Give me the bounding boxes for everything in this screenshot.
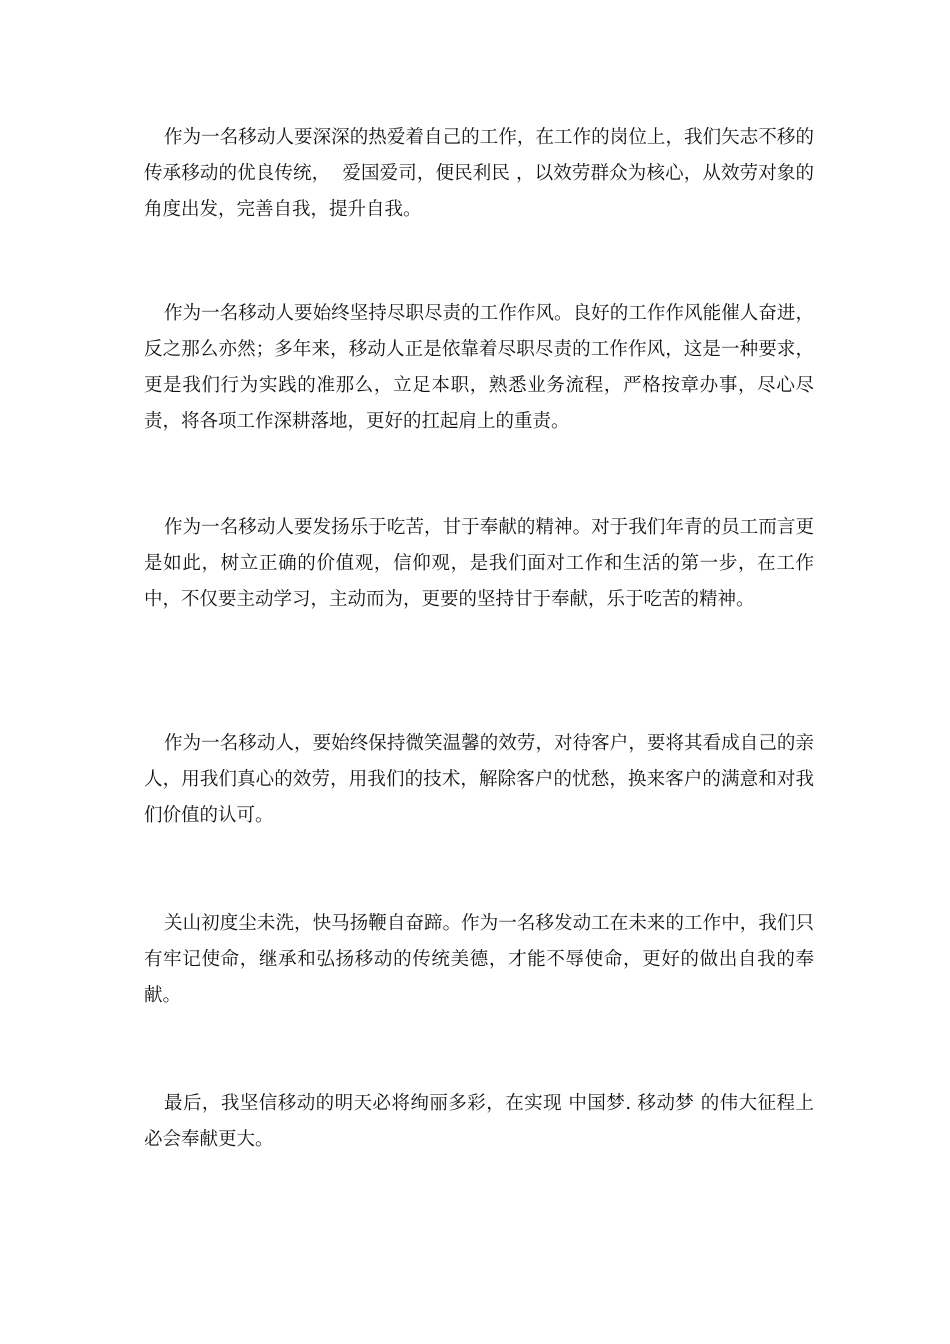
- paragraph-conclusion: 最后，我坚信移动的明天必将绚丽多彩，在实现 中国梦. 移动梦 的伟大征程上必会奉献更大。: [144, 1093, 814, 1150]
- paragraph-service: 作为一名移动人，要始终保持微笑温馨的效劳，对待客户，要将其看成自己的亲人，用我们真心的效劳，用我们的技术，解除客户的忧愁，换来客户的满意和对我们价值的认可。: [144, 733, 814, 826]
- paragraph-dedication: 作为一名移动人要发扬乐于吃苦，甘于奉献的精神。对于我们年青的员工而言更是如此，树立正确的价值观，信仰观，是我们面对工作和生活的第一步，在工作中，不仅要主动学习，主动而为，更要的坚持甘于奉献，乐于吃苦的精神。: [144, 517, 814, 610]
- paragraph-mission: 关山初度尘未洗，快马扬鞭自奋蹄。作为一名移发动工在未来的工作中，我们只有牢记使命，继承和弘扬移动的传统美德，才能不辱使命，更好的做出自我的奉献。: [144, 913, 814, 1006]
- paragraph-work-style: 作为一名移动人要始终坚持尽职尽责的工作作风。良好的工作作风能催人奋进，反之那么亦然；多年来，移动人正是依靠着尽职尽责的工作作风，这是一种要求，更是我们行为实践的准那么，立足本职，熟悉业务流程，严格按章办事，尽心尽责，将各项工作深耕落地，更好的扛起肩上的重责。: [144, 303, 814, 432]
- paragraph-love-work: 作为一名移动人要深深的热爱着自己的工作，在工作的岗位上，我们矢志不移的传承移动的优良传统， 爱国爱司，便民利民 ，以效劳群众为核心，从效劳对象的角度出发，完善自我，提升自我。: [144, 127, 814, 220]
